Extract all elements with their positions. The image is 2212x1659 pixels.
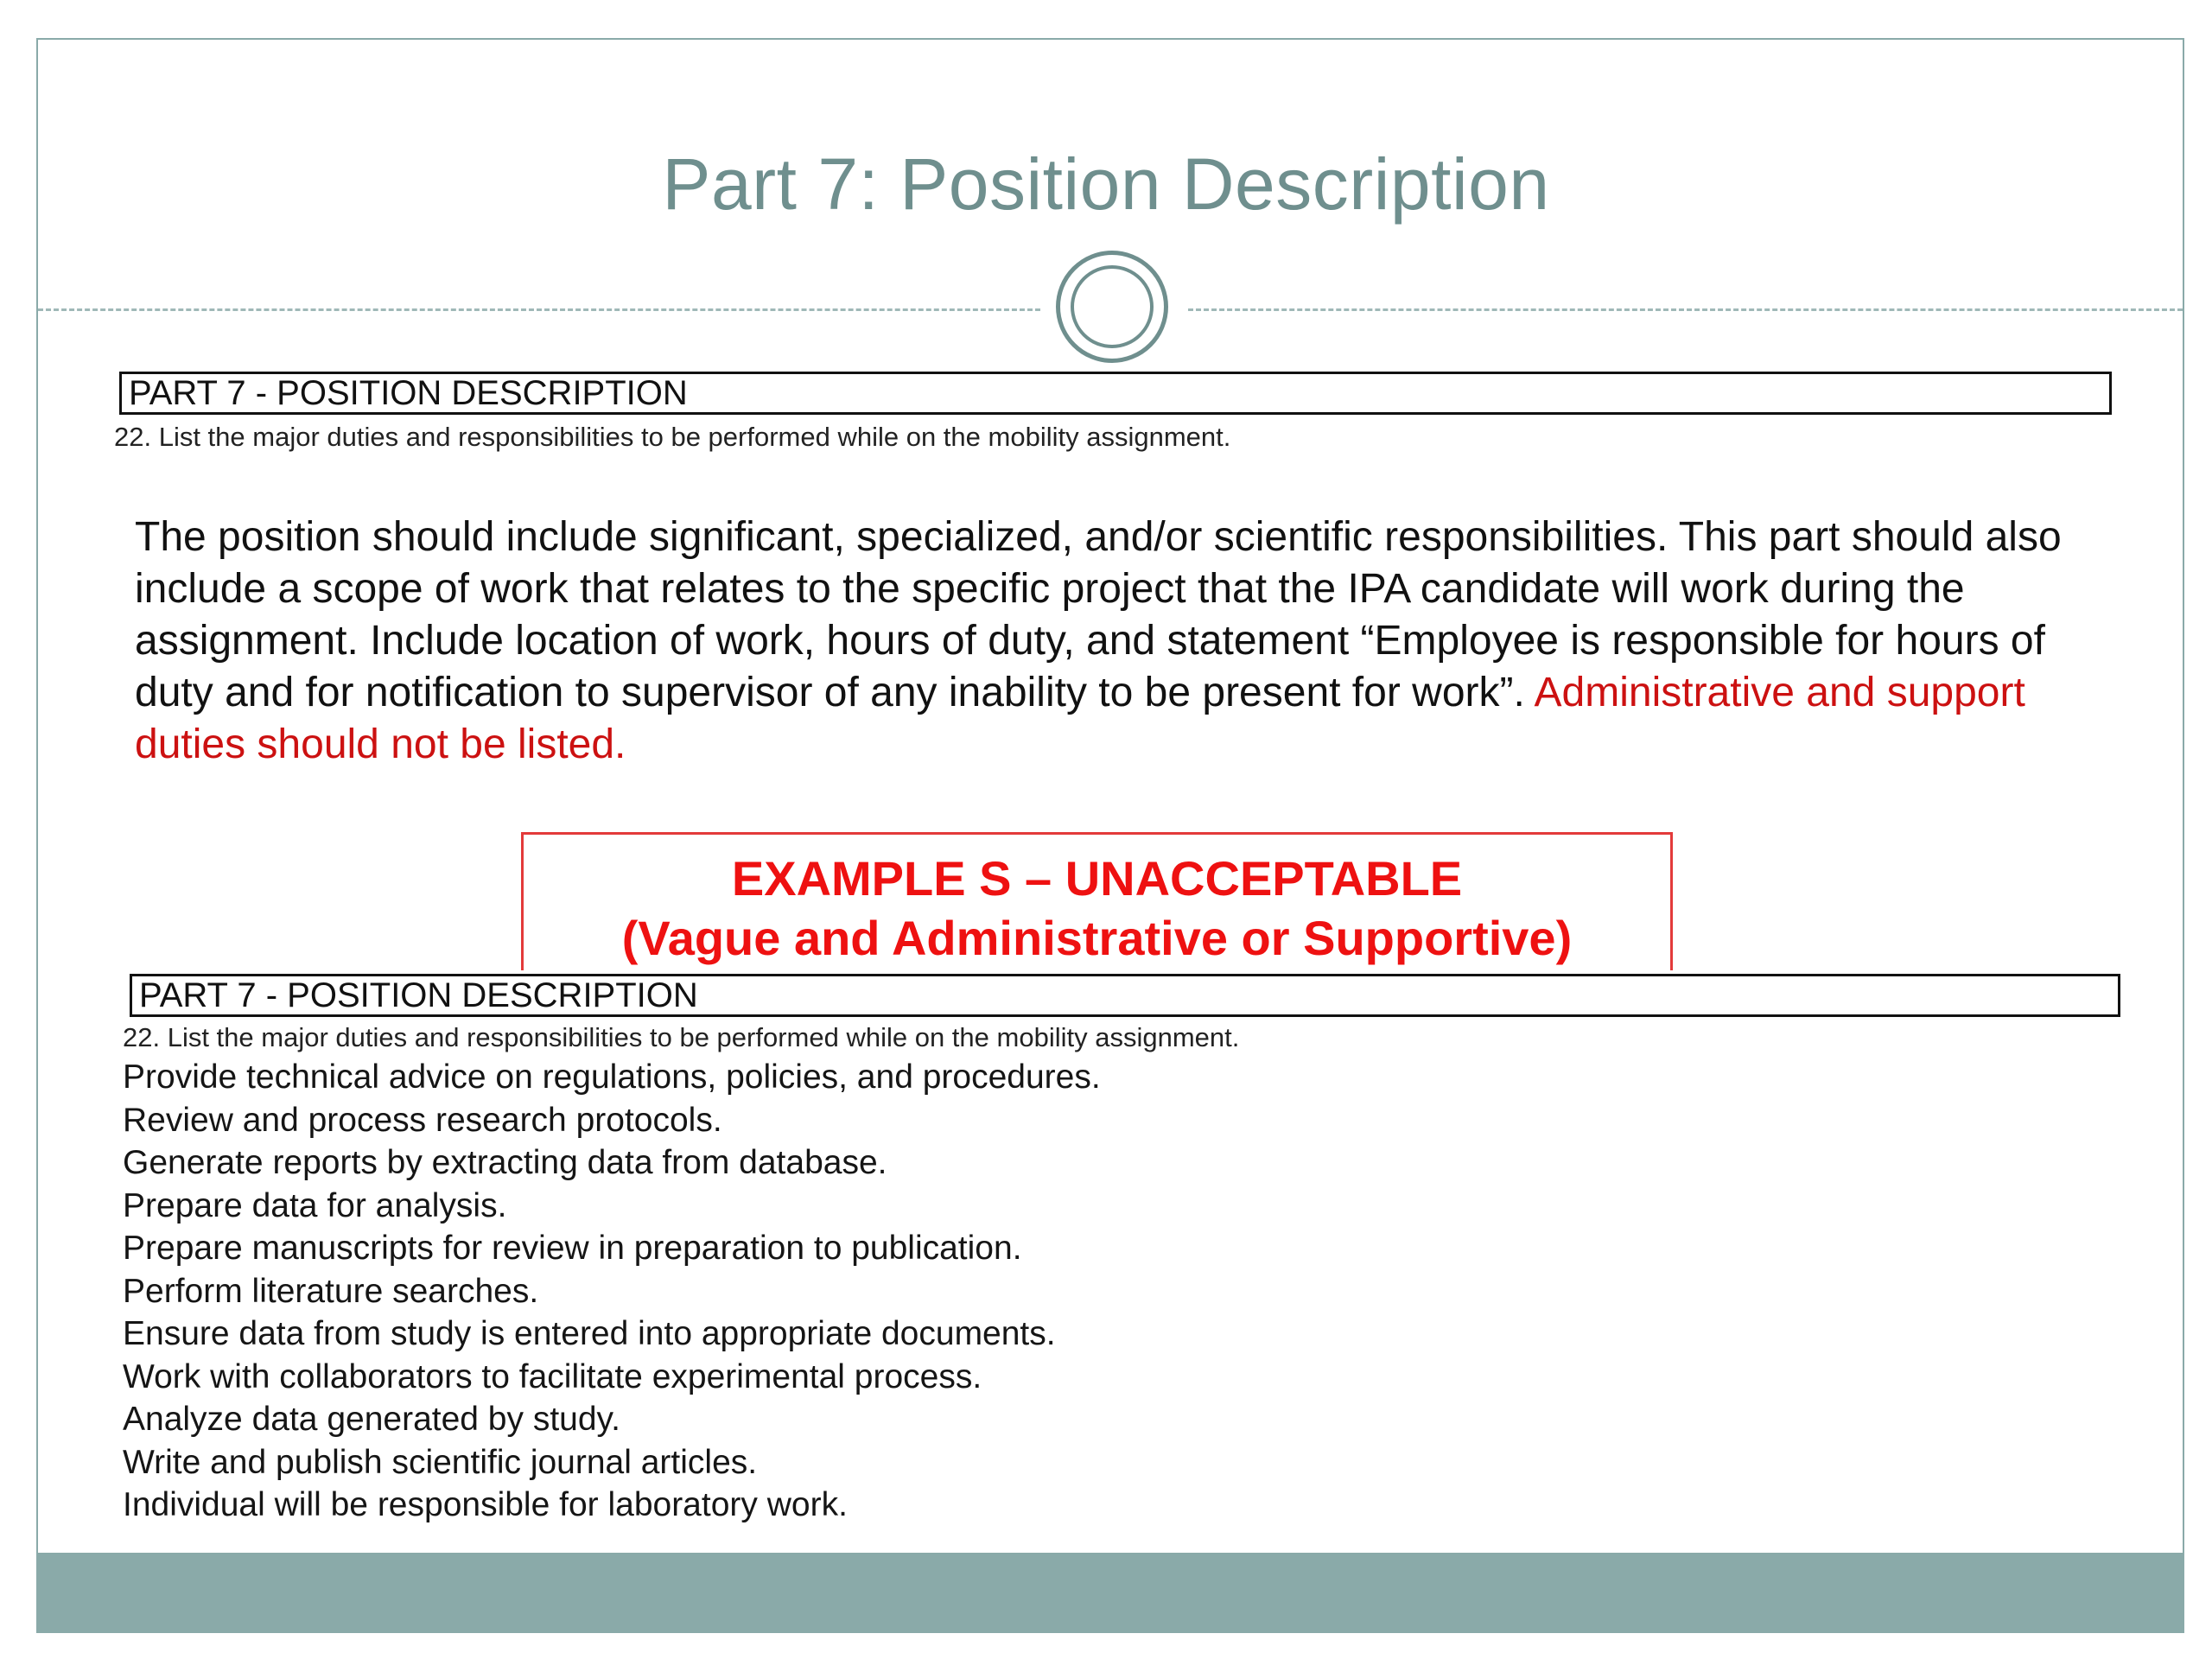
instruction-text: The position should include significant, specialized, and/or scientific responsibilities. This part should also include a scope of work that relates to the specific project that the IPA candidate will work during the assignment. Include location of work, hours of duty, and statement “Employee is responsible for hours of duty and for notification to supervisor of any inability to be present for work”. <box>135 514 2062 715</box>
footer-bar <box>36 1553 2184 1633</box>
duties-list <box>123 1056 1101 1527</box>
ring-ornament-icon <box>1056 251 1168 363</box>
title-divider-right <box>1188 308 2183 311</box>
example-subheading: (Vague and Administrative or Supportive) <box>621 911 1573 965</box>
duty-item: Ensure data from study is entered into appropriate documents. <box>123 1315 1056 1352</box>
instruction-warning-text: Administrative and support duties should not be listed. <box>135 670 2025 767</box>
duty-item: Write and publish scientific journal articles. <box>123 1443 758 1481</box>
duty-item: Prepare data for analysis. <box>123 1186 507 1224</box>
form-question-bottom: 22. List the major duties and responsibilities to be performed while on the mobility assignment. <box>123 1022 1240 1052</box>
duty-item: Prepare manuscripts for review in preparation to publication. <box>123 1230 1022 1267</box>
example-heading: EXAMPLE S – UNACCEPTABLE <box>731 851 1463 906</box>
example-callout <box>521 832 1673 970</box>
form-header-top: PART 7 - POSITION DESCRIPTION <box>119 372 2112 415</box>
duty-item: Individual will be responsible for laboratory work. <box>123 1486 848 1523</box>
duty-item: Work with collaborators to facilitate experimental process. <box>123 1357 982 1395</box>
form-header-bottom: PART 7 - POSITION DESCRIPTION <box>130 974 2120 1017</box>
duty-item: Perform literature searches. <box>123 1272 539 1310</box>
duty-item: Generate reports by extracting data from database. <box>123 1144 887 1181</box>
title-divider-left <box>38 308 1040 311</box>
duty-item: Review and process research protocols. <box>123 1101 722 1139</box>
ring-inner-icon <box>1071 265 1154 348</box>
form-question-top: 22. List the major duties and responsibilities to be performed while on the mobility assignment. <box>114 422 1231 452</box>
duty-item: Analyze data generated by study. <box>123 1401 620 1438</box>
duty-item: Provide technical advice on regulations, policies, and procedures. <box>123 1058 1101 1096</box>
instruction-paragraph <box>135 512 2113 771</box>
slide-title: Part 7: Position Description <box>662 143 1550 225</box>
